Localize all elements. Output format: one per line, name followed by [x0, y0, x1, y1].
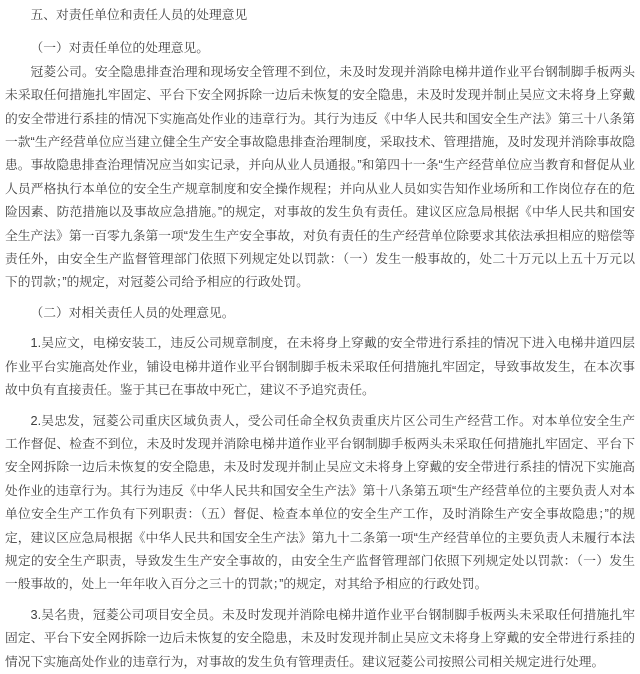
paragraph-person-2: 2.吴忠发，冠菱公司重庆区域负责人，受公司任命全权负责重庆片区公司生产经营工作。对本单位安全生产工作督促、检查不到位，未及时发现并消除电梯井道作业平台钢制脚手板两头未采取任何措施扎牢固定、平台下安全网拆除一边后未恢复的安全隐患，未及时发现并制止吴应文未将身上穿戴的安全带进行系挂的情况下实施高处作业的违章行为。其行为违反《中华人民共和国安全生产法》第十八条第五项“生产经营单位的主要负责人对本单位安全生产工作负有下列职责：（五）督促、检查本单位的安全生产工作，及时消除生产安全事故隐患；”的规定，建议区应急局根据《中华人民共和国安全生产法》第九十二条第一项“生产经营单位的主要负责人未履行本法规定的安全生产职责，导致发生生产安全事故的，由安全生产监督管理部门依照下列规定处以罚款：（一）发生一般事故的，处上一年年收入百分之三十的罚款；”的规定，对其给予相应的行政处罚。 — [5, 412, 635, 592]
paragraph-unit-opinion: 冠菱公司。安全隐患排查治理和现场安全管理不到位，未及时发现并消除电梯井道作业平台钢制脚手板两头未采取任何措施扎牢固定、平台下安全网拆除一边后未恢复的安全隐患，未及时发现并制止吴应文未将身上穿戴的安全带进行系挂的情况下实施高处作业的违章行为。其行为违反《中华人民共和国安全生产法》第三十八条第一款“生产经营单位应当建立健全生产安全事故隐患排查治理制度，采取技术、管理措施，及时发现并消除事故隐患。事故隐患排查治理情况应当如实记录，并向从业人员通报。”和第四十一条“生产经营单位应当教育和督促从业人员严格执行本单位的安全生产规章制度和安全操作规程；并向从业人员如实告知作业场所和工作岗位存在的危险因素、防范措施以及事故应急措施。”的规定，对事故的发生负有责任。建议区应急局根据《中华人民共和国安全生产法》第一百零九条第一项“发生生产安全事故，对负有责任的生产经营单位除要求其依法承担相应的赔偿等责任外，由安全生产监督管理部门依照下列规定处以罚款：（一）发生一般事故的，处二十万元以上五十万元以下的罚款；”的规定，对冠菱公司给予相应的行政处罚。 — [5, 63, 635, 290]
section-heading: 五、对责任单位和责任人员的处理意见 — [30, 7, 248, 22]
paragraph-person-1: 1.吴应文，电梯安装工，违反公司规章制度，在未将身上穿戴的安全带进行系挂的情况下进入电梯井道四层作业平台实施高处作业，铺设电梯井道作业平台钢制脚手板未采取任何措施扎牢固定，导致事故发生，在本次事故中负有直接责任。鉴于其已在事故中死亡，建议不予追究责任。 — [5, 335, 635, 398]
paragraph-person-3: 3.吴名贵，冠菱公司项目安全员。未及时发现并消除电梯井道作业平台钢制脚手板两头未采取任何措施扎牢固定、平台下安全网拆除一边后未恢复的安全隐患，未及时发现并制止吴应文未将身上穿戴的安全带进行系挂的情况下实施高处作业的违章行为，对事故的发生负有管理责任。建议冠菱公司按照公司相关规定进行处理。 — [5, 606, 635, 669]
subsection-heading-responsible-unit: （一）对责任单位的处理意见。 — [30, 40, 209, 56]
subsection-heading-responsible-persons: （二）对相关责任人员的处理意见。 — [30, 304, 235, 320]
